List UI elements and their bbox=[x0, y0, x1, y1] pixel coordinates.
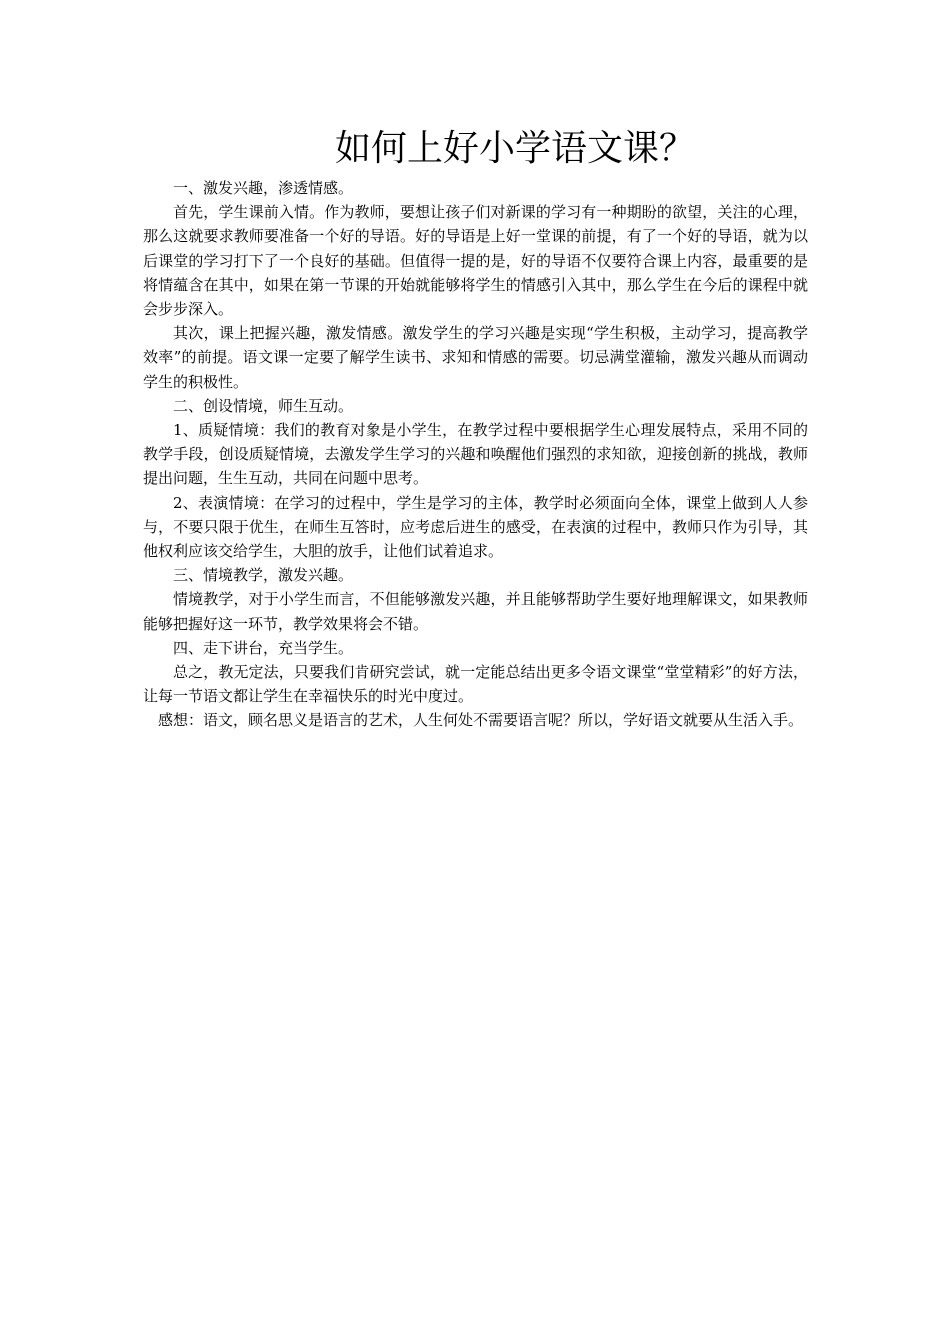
section-heading-2: 二、创设情境，师生互动。 bbox=[173, 396, 354, 415]
paragraph-reflection: 感想：语文，顾名思义是语言的艺术，人生何处不需要语言呢？所以，学好语文就要从生活入手。 bbox=[158, 711, 804, 730]
paragraph-intro-emotion: 首先，学生课前入情。作为教师，要想让孩子们对新课的学习有一种期盼的欲望，关注的心理，那么这就要求教师要准备一个好的导语。好的导语是上好一堂课的前提，有了一个好的导语，就为以后课堂的学习打下了一个良好的基础。但值得一提的是，好的导语不仅要符合课上内容，最重要的是将情蕴含在其中，如果在第一节课的开始就能够将学生的情感引入其中，那么学生在今后的课程中就会步步深入。 bbox=[143, 203, 808, 319]
section-heading-4: 四、走下讲台，充当学生。 bbox=[173, 638, 354, 657]
document-body bbox=[143, 176, 808, 733]
section-heading-3: 三、情境教学，激发兴趣。 bbox=[173, 566, 354, 585]
section-heading-1: 一、激发兴趣，渗透情感。 bbox=[173, 179, 354, 197]
paragraph-interest: 其次，课上把握兴趣，激发情感。激发学生的学习兴趣是实现“学生积极，主动学习，提高教学效率”的前提。语文课一定要了解学生读书、求知和情感的需要。切忌满堂灌输，激发兴趣从而调动学生的积极性。 bbox=[143, 324, 808, 391]
paragraph-situational-teaching: 情境教学，对于小学生而言，不但能够激发兴趣，并且能够帮助学生要好地理解课文，如果教师能够把握好这一环节，教学效果将会不错。 bbox=[143, 590, 808, 633]
paragraph-conclusion: 总之，教无定法，只要我们肯研究尝试，就一定能总结出更多令语文课堂“堂堂精彩”的好方法，让每一节语文都让学生在幸福快乐的时光中度过。 bbox=[143, 663, 808, 706]
paragraph-questioning: 1、质疑情境：我们的教育对象是小学生，在教学过程中要根据学生心理发展特点，采用不同的教学手段，创设质疑情境，去激发学生学习的兴趣和唤醒他们强烈的求知欲，迎接创新的挑战，教师提出问题，生生互动，共同在问题中思考。 bbox=[143, 421, 808, 488]
paragraph-performance: 2、表演情境：在学习的过程中，学生是学习的主体，教学时必须面向全体，课堂上做到人人参与，不要只限于优生，在师生互答时，应考虑后进生的感受，在表演的过程中，教师只作为引导，其他权利应该交给学生，大胆的放手，让他们试着追求。 bbox=[143, 493, 808, 561]
document-title: 如何上好小学语文课？ bbox=[334, 128, 695, 169]
